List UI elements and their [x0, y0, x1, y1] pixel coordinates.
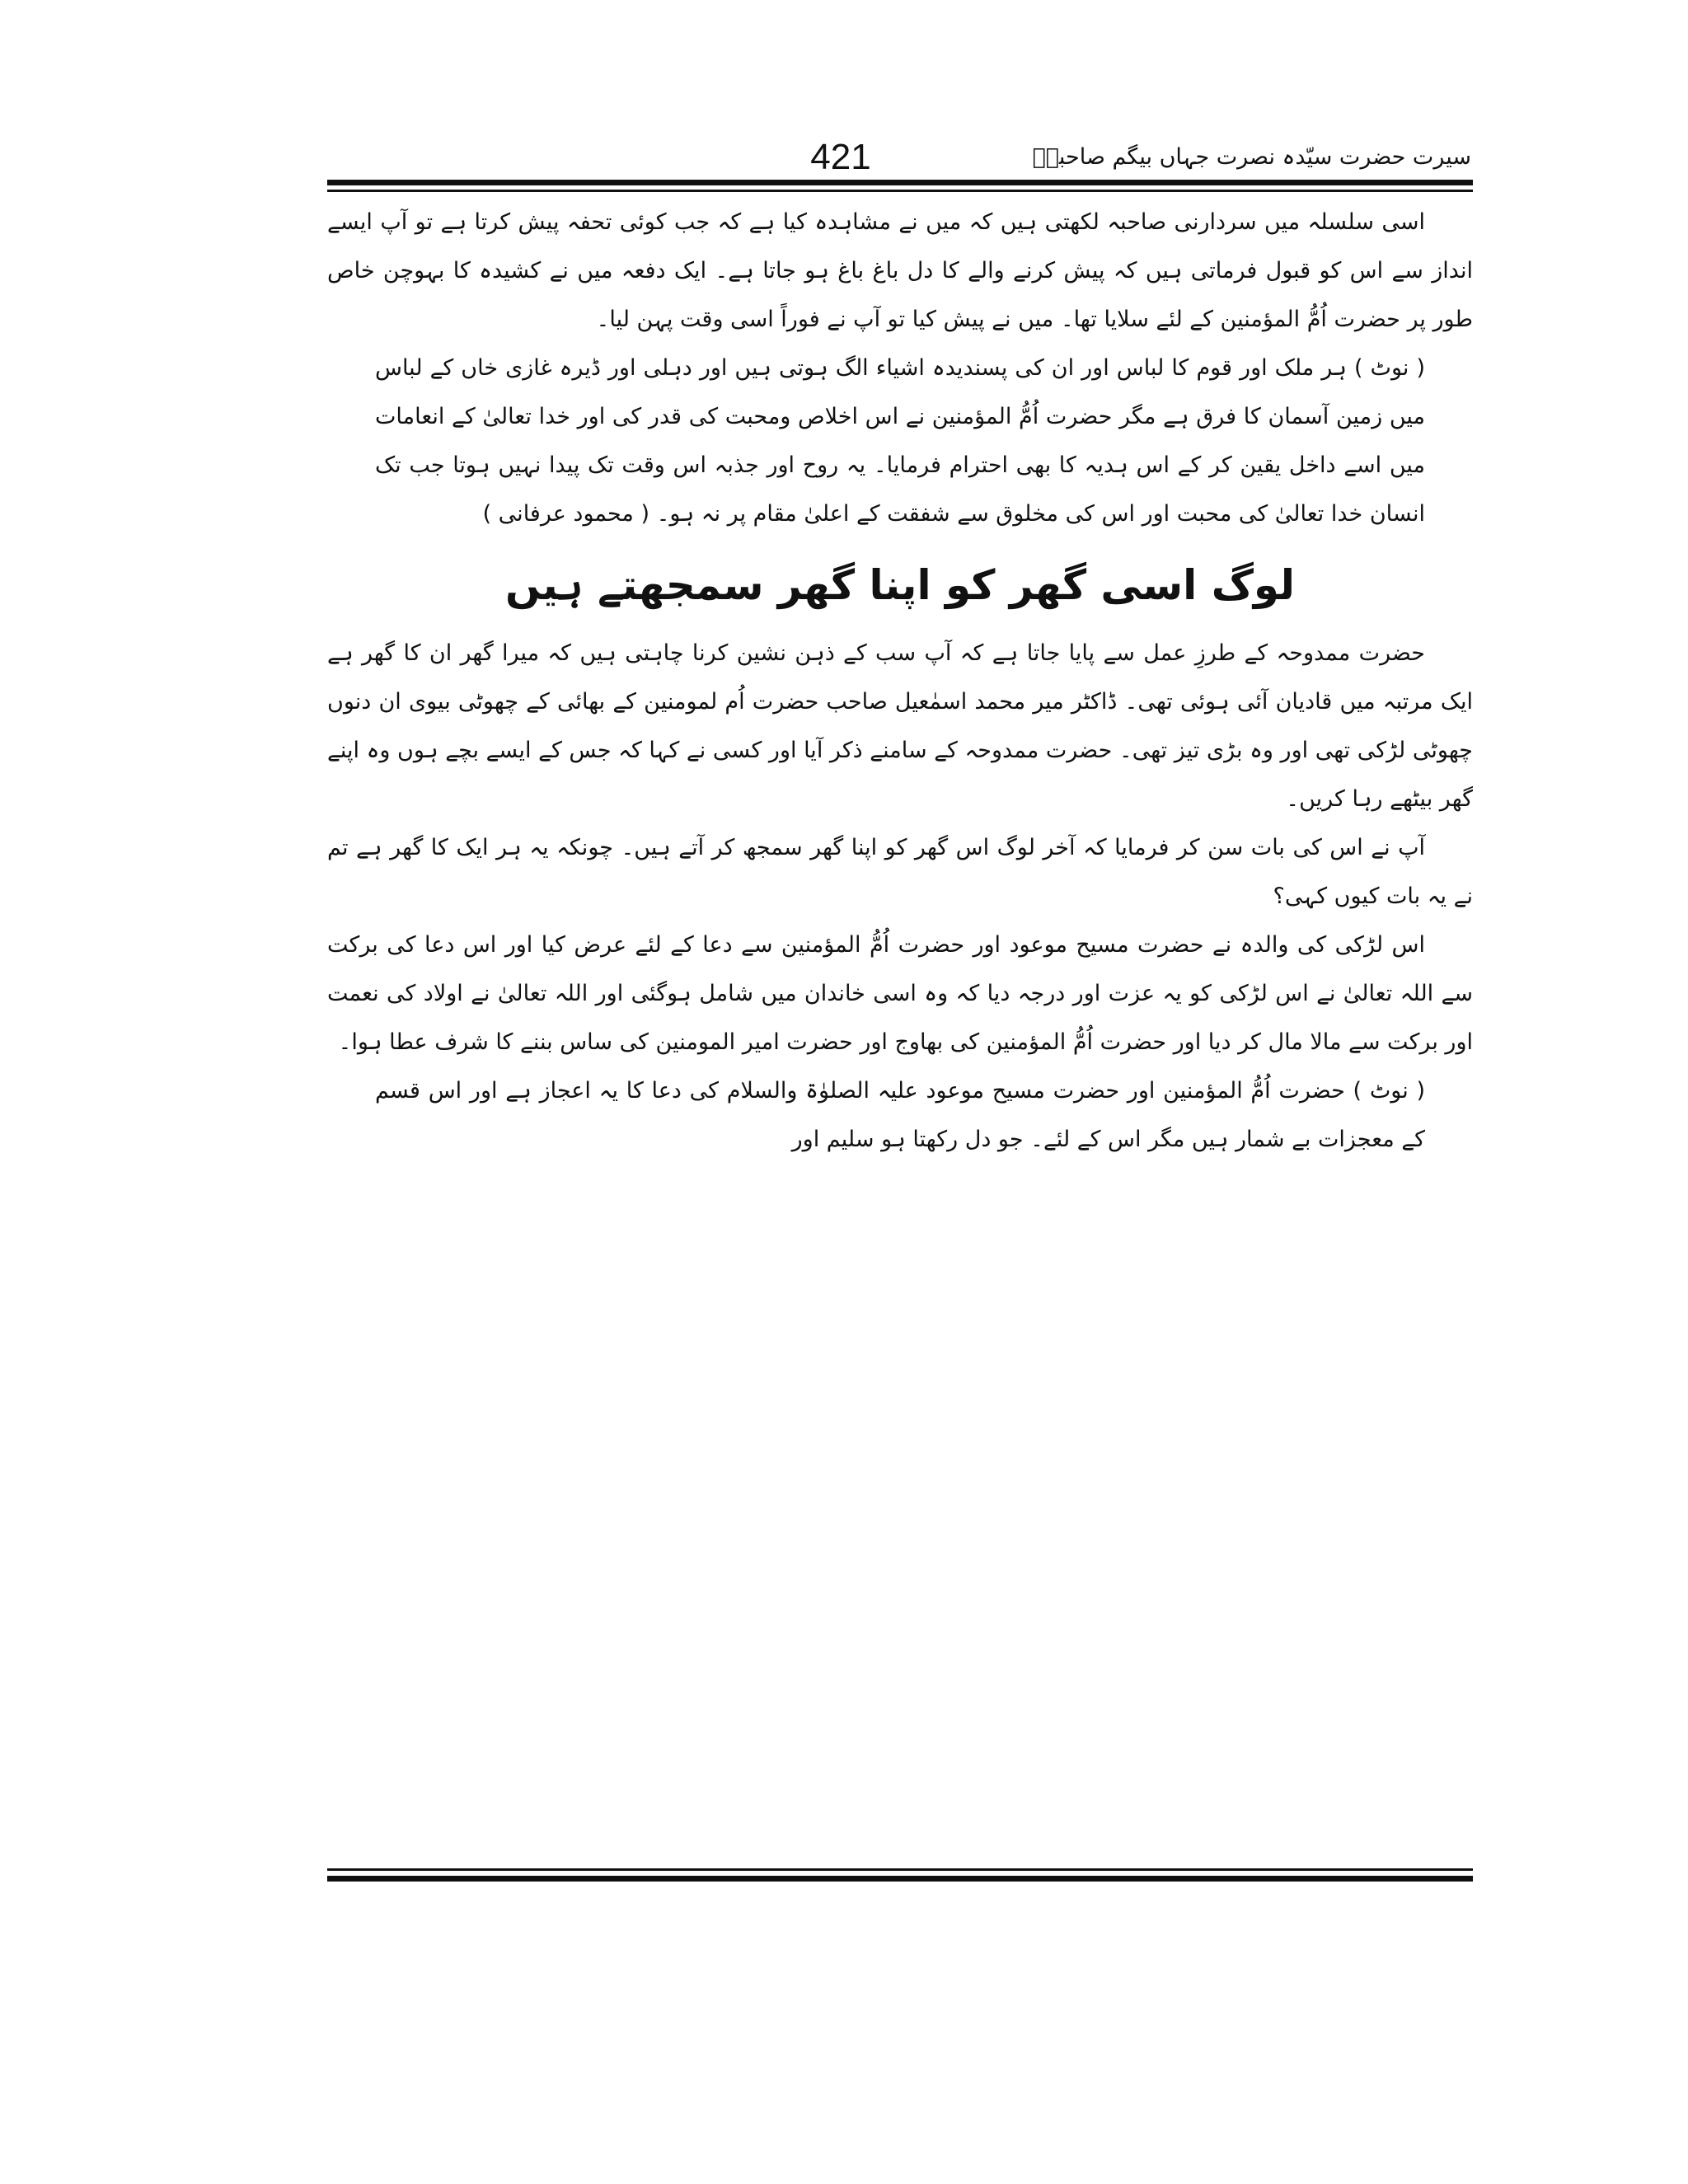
header-rule-thick: [327, 180, 1473, 185]
body-text: [327, 198, 1473, 1854]
note-2: ( نوٹ ) حضرت اُمُّ المؤمنین اور حضرت مسیح موعود علیہ الصلوٰۃ والسلام کی دعا کا یہ اعجاز ہے اور اس قسم کے معجزات بے شمار ہیں مگر اس کے لئے۔ جو دل رکھتا ہو سلیم اور: [375, 1078, 1425, 1152]
paragraph-1: اسی سلسلہ میں سردارنی صاحبہ لکھتی ہیں کہ میں نے مشاہدہ کیا ہے کہ جب کوئی تحفہ پیش کرتا ہے تو آپ ایسے انداز سے اس کو قبول فرماتی ہیں کہ پیش کرنے والے کا دل باغ باغ ہو جاتا ہے۔ ایک دفعہ میں نے کشیدہ کا بہوچن خاص طور پر حضرت اُمُّ المؤمنین کے لئے سلایا تھا۔ میں نے پیش کیا تو آپ نے فوراً اسی وقت پہن لیا۔: [327, 209, 1473, 332]
paragraph-3: آپ نے اس کی بات سن کر فرمایا کہ آخر لوگ اس گھر کو اپنا گھر سمجھ کر آتے ہیں۔ چونکہ یہ ہر ایک کا گھر ہے تم نے یہ بات کیوں کہی؟: [327, 835, 1473, 909]
footer-rule-thick: [327, 1876, 1473, 1882]
footer-rule-thin: [327, 1868, 1473, 1871]
section-heading: لوگ اسی گھر کو اپنا گھر سمجھتے ہیں: [504, 561, 1296, 609]
header-rule-thin: [327, 190, 1473, 192]
running-header-title: سیرت حضرت سیّدہ نصرت جہاں بیگم صاحبہؓ: [1032, 144, 1471, 170]
note-1: ( نوٹ ) ہر ملک اور قوم کا لباس اور ان کی پسندیدہ اشیاء الگ ہوتی ہیں اور دہلی اور ڈیرہ غازی خاں کے لباس میں زمین آسمان کا فرق ہے مگر حضرت اُمُّ المؤمنین نے اس اخلاص ومحبت کی قدر کی اور خدا تعالیٰ کے انعامات میں اسے داخل یقین کر کے اس ہدیہ کا بھی احترام فرمایا۔ یہ روح اور جذبہ اس وقت تک پیدا نہیں ہوتا جب تک انسان خدا تعالیٰ کی محبت اور اس کی مخلوق سے شفقت کے اعلیٰ مقام پر نہ ہو۔ ( محمود عرفانی ): [375, 355, 1425, 527]
paragraph-2: حضرت ممدوحہ کے طرزِ عمل سے پایا جاتا ہے کہ آپ سب کے ذہن نشین کرنا چاہتی ہیں کہ میرا گھر ان کا گھر ہے ایک مرتبہ میں قادیان آئی ہوئی تھی۔ ڈاکٹر میر محمد اسمٰعیل صاحب حضرت اُم لمومنین کے بھائی کے چھوٹی بیوی ان دنوں چھوٹی لڑکی تھی اور وہ بڑی تیز تھی۔ حضرت ممدوحہ کے سامنے ذکر آیا اور کسی نے کہا کہ جس کے ایسے بچے ہوں وہ اپنے گھر بیٹھے رہا کریں۔: [327, 640, 1473, 812]
paragraph-4: اس لڑکی کی والدہ نے حضرت مسیح موعود اور حضرت اُمُّ المؤمنین سے دعا کے لئے عرض کیا اور اس دعا کی برکت سے اللہ تعالیٰ نے اس لڑکی کو یہ عزت اور درجہ دیا کہ وہ اسی خاندان میں شامل ہوگئی اور اللہ تعالیٰ نے اولاد کی نعمت اور برکت سے مالا مال کر دیا اور حضرت اُمُّ المؤمنین کی بھاوج اور حضرت امیر المومنین کی ساس بننے کا شرف عطا ہوا۔: [327, 932, 1473, 1055]
page-number: 421: [810, 137, 871, 177]
